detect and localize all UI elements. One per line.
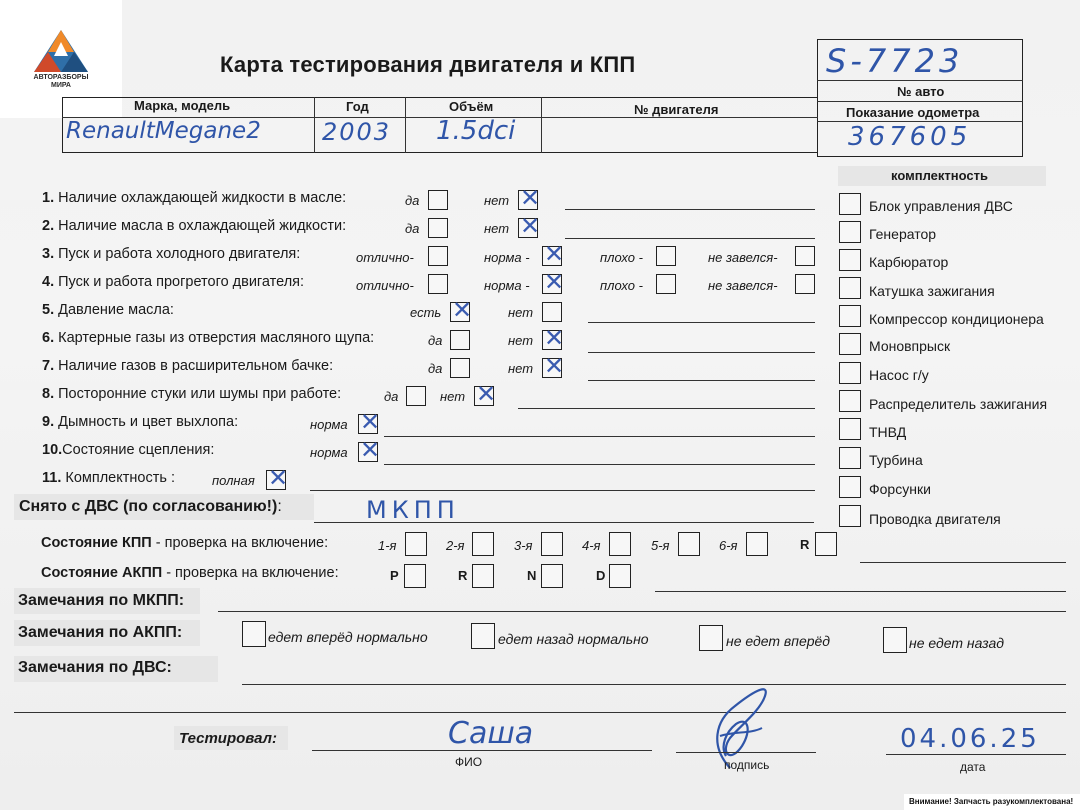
volume-label: Объём [449, 99, 494, 114]
q4-opt-bad: плохо - [600, 278, 643, 293]
q4-opt-normal: норма - [484, 278, 530, 293]
akpp-gear-r-label: R [458, 568, 468, 583]
q1-number: 1. [42, 190, 55, 206]
check-mark-icon: ✕ [360, 436, 381, 464]
q10-text: Состояние сцепления: [62, 442, 215, 458]
check-mark-icon: ✕ [544, 352, 565, 380]
make-model-value: RenaultMegane2 [66, 118, 261, 144]
q5-opt-yes: есть [410, 305, 442, 320]
fio-label: ФИО [455, 755, 483, 769]
q3-opt-bad: плохо - [600, 250, 643, 265]
removed-label-main: Снято с ДВС [19, 498, 119, 515]
check-mark-icon: ✕ [544, 240, 565, 268]
kit-item-8: Распределитель зажигания [869, 396, 1048, 412]
akpp-label-main: Состояние АКПП [41, 565, 163, 581]
q3-opt-normal: норма - [484, 250, 530, 265]
q6-opt-yes: да [428, 333, 443, 348]
kit-item-1: Блок управления ДВС [869, 198, 1013, 214]
mkpp-label-main: Состояние КПП [41, 535, 152, 551]
kit-checkbox-10[interactable] [839, 447, 861, 469]
mkpp-gear-6-label: 6-я [719, 538, 738, 553]
kit-checkbox-12[interactable] [839, 505, 861, 527]
tested-label: Тестировал: [179, 730, 277, 747]
check-mark-icon: ✕ [544, 268, 565, 296]
mkpp-label [41, 535, 328, 551]
kit-item-6: Моновпрыск [869, 338, 951, 354]
remarks-dvs-label: Замечания по ДВС: [18, 659, 172, 676]
q4-opt-excellent: отлично- [356, 278, 414, 293]
mkpp-gear-2-checkbox[interactable] [472, 532, 494, 556]
q2-number: 2. [42, 218, 55, 234]
q8-yes-checkbox[interactable] [406, 386, 426, 406]
mkpp-gear-4-checkbox[interactable] [609, 532, 631, 556]
akpp-gear-d-checkbox[interactable] [609, 564, 631, 588]
question-7 [42, 358, 333, 374]
q5-yes-checkbox[interactable] [450, 296, 473, 324]
logo-line2: МИРА [51, 82, 71, 89]
q5-text: Давление масла: [58, 302, 174, 318]
check-mark-icon: ✕ [360, 408, 381, 436]
akpp-gear-p-checkbox[interactable] [404, 564, 426, 588]
kit-checkbox-5[interactable] [839, 305, 861, 327]
question-4 [42, 274, 304, 290]
kit-title-text: комплектность [891, 168, 988, 183]
q1-opt-no: нет [484, 193, 510, 208]
mkpp-gear-r-label: R [800, 537, 810, 552]
remarks-mkpp-label: Замечания по МКПП: [18, 592, 185, 609]
question-3 [42, 246, 300, 262]
kit-item-4: Катушка зажигания [869, 283, 995, 299]
date-label: дата [960, 760, 986, 774]
logo-text [18, 74, 104, 90]
kit-checkbox-4[interactable] [839, 277, 861, 299]
q3-bad-checkbox[interactable] [656, 246, 676, 266]
q9-normal-checkbox[interactable] [358, 408, 381, 436]
question-10 [42, 442, 214, 458]
q6-yes-checkbox[interactable] [450, 330, 470, 350]
mkpp-gear-5-checkbox[interactable] [678, 532, 700, 556]
akpp-label-note: - проверка на включение: [166, 565, 339, 581]
volume-value: 1.5dci [436, 116, 516, 146]
q1-text: Наличие охлаждающей жидкости в масле: [58, 190, 347, 206]
kit-checkbox-7[interactable] [839, 362, 861, 384]
kit-item-9: ТНВД [869, 424, 907, 440]
q7-opt-yes: да [428, 361, 443, 376]
check-mark-icon: ✕ [544, 324, 565, 352]
q7-text: Наличие газов в расширительном бачке: [58, 358, 334, 374]
check-mark-icon: ✕ [520, 212, 541, 240]
akpp-backward-ok-label: едет назад нормально [498, 631, 649, 647]
question-1 [42, 190, 346, 206]
q8-no-checkbox[interactable] [474, 380, 497, 408]
q1-no-checkbox[interactable] [518, 184, 541, 212]
q2-opt-yes: да [405, 221, 420, 236]
mkpp-gear-1-checkbox[interactable] [405, 532, 427, 556]
question-5 [42, 302, 174, 318]
q7-no-checkbox[interactable] [542, 352, 565, 380]
kit-item-3: Карбюратор [869, 254, 949, 270]
akpp-gear-p-label: P [390, 568, 399, 583]
question-2 [42, 218, 346, 234]
check-mark-icon: ✕ [268, 464, 289, 492]
akpp-gear-d-label: D [596, 568, 606, 583]
logo-line1: АВТОРАЗБОРЫ [33, 74, 89, 81]
removed-label-colon: : [277, 498, 282, 515]
question-11 [42, 470, 175, 486]
akpp-no-forward-label: не едет вперёд [726, 633, 831, 649]
logo-emblem-icon [32, 28, 90, 74]
mkpp-gear-2-label: 2-я [446, 538, 465, 553]
kit-checkbox-6[interactable] [839, 333, 861, 355]
question-8 [42, 386, 341, 402]
page-title: Карта тестирования двигателя и КПП [220, 52, 636, 77]
q2-text: Наличие масла в охлаждающей жидкости: [58, 218, 347, 234]
akpp-forward-ok-label: едет вперёд нормально [268, 629, 428, 645]
check-mark-icon: ✕ [476, 380, 497, 408]
mkpp-gear-5-label: 5-я [651, 538, 670, 553]
kit-checkbox-3[interactable] [839, 249, 861, 271]
q10-normal-checkbox[interactable] [358, 436, 381, 464]
q11-opt-full: полная [212, 473, 255, 488]
q3-excellent-checkbox[interactable] [428, 246, 448, 266]
kit-item-10: Турбина [869, 452, 923, 468]
mkpp-gear-3-checkbox[interactable] [541, 532, 563, 556]
q2-yes-checkbox[interactable] [428, 218, 448, 238]
akpp-no-backward-checkbox[interactable] [883, 627, 907, 653]
q3-normal-checkbox[interactable] [542, 240, 565, 268]
q7-number: 7. [42, 358, 55, 374]
kit-item-11: Форсунки [869, 481, 931, 497]
q8-number: 8. [42, 386, 55, 402]
q6-number: 6. [42, 330, 55, 346]
kit-item-7: Насос г/у [869, 367, 929, 383]
question-6 [42, 330, 374, 346]
removed-label [19, 498, 282, 516]
akpp-gear-r-checkbox[interactable] [472, 564, 494, 588]
mkpp-gear-4-label: 4-я [582, 538, 601, 553]
q6-opt-no: нет [508, 333, 534, 348]
date-value: 04.06.25 [900, 724, 1040, 754]
akpp-gear-n-label: N [527, 568, 537, 583]
remarks-akpp-label: Замечания по АКПП: [18, 624, 183, 641]
odometer-value: 367605 [848, 122, 972, 152]
removed-value: МКПП [366, 496, 460, 524]
engine-number-label: № двигателя [634, 102, 719, 117]
akpp-label [41, 565, 339, 581]
kit-checkbox-2[interactable] [839, 221, 861, 243]
q11-full-checkbox[interactable] [266, 464, 289, 492]
akpp-no-backward-label: не едет назад [909, 635, 1004, 651]
car-number-value: S-7723 [826, 42, 964, 80]
q5-no-checkbox[interactable] [542, 302, 562, 322]
signature-label: подпись [724, 758, 770, 772]
q1-opt-yes: да [405, 193, 420, 208]
q3-nostart-checkbox[interactable] [795, 246, 815, 266]
q4-nostart-checkbox[interactable] [795, 274, 815, 294]
mkpp-gear-r-checkbox[interactable] [815, 532, 837, 556]
notice-text: Внимание! Запчасть разукомплектована! [909, 797, 1074, 806]
q9-number: 9. [42, 414, 55, 430]
q2-opt-no: нет [484, 221, 510, 236]
tester-name-value: Саша [448, 716, 534, 751]
odometer-label: Показание одометра [846, 105, 980, 120]
q3-number: 3. [42, 246, 55, 262]
akpp-backward-ok-checkbox[interactable] [471, 623, 495, 649]
q8-opt-no: нет [440, 389, 466, 404]
kit-item-12: Проводка двигателя [869, 511, 1001, 527]
kit-item-5: Компрессор кондиционера [869, 311, 1044, 327]
q4-text: Пуск и работа прогретого двигателя: [58, 274, 305, 290]
q8-text: Посторонние стуки или шумы при работе: [58, 386, 342, 402]
q11-number: 11. [42, 470, 62, 486]
check-mark-icon: ✕ [452, 296, 473, 324]
q9-text: Дымность и цвет выхлопа: [58, 414, 239, 430]
q6-text: Картерные газы из отверстия масляного щупа: [58, 330, 375, 346]
q4-number: 4. [42, 274, 55, 290]
make-model-label: Марка, модель [134, 98, 231, 113]
kit-checkbox-8[interactable] [839, 390, 861, 412]
q6-no-checkbox[interactable] [542, 324, 565, 352]
q7-yes-checkbox[interactable] [450, 358, 470, 378]
akpp-no-forward-checkbox[interactable] [699, 625, 723, 651]
kit-checkbox-11[interactable] [839, 476, 861, 498]
check-mark-icon: ✕ [520, 184, 541, 212]
mkpp-label-note: - проверка на включение: [155, 535, 329, 551]
q11-text: Комплектность : [65, 470, 175, 486]
q7-opt-no: нет [508, 361, 534, 376]
q4-bad-checkbox[interactable] [656, 274, 676, 294]
q5-opt-no: нет [508, 305, 534, 320]
question-9 [42, 414, 238, 430]
removed-label-note: (по согласованию!) [123, 498, 278, 515]
q4-opt-nostart: не завелся- [708, 278, 778, 293]
q3-text: Пуск и работа холодного двигателя: [58, 246, 301, 262]
q3-opt-excellent: отлично- [356, 250, 414, 265]
q2-no-checkbox[interactable] [518, 212, 541, 240]
mkpp-gear-3-label: 3-я [514, 538, 533, 553]
q5-number: 5. [42, 302, 55, 318]
mkpp-gear-1-label: 1-я [378, 538, 397, 553]
kit-checkbox-9[interactable] [839, 418, 861, 440]
q8-opt-yes: да [384, 389, 399, 404]
kit-item-2: Генератор [869, 226, 937, 242]
kit-checkbox-1[interactable] [839, 193, 861, 215]
q1-yes-checkbox[interactable] [428, 190, 448, 210]
car-number-label: № авто [897, 84, 945, 99]
q10-number: 10. [42, 442, 63, 458]
q9-opt-normal: норма [310, 417, 348, 432]
q10-opt-normal: норма [310, 445, 348, 460]
akpp-forward-ok-checkbox[interactable] [242, 621, 266, 647]
year-value: 2003 [322, 118, 392, 146]
q4-normal-checkbox[interactable] [542, 268, 565, 296]
mkpp-gear-6-checkbox[interactable] [746, 532, 768, 556]
akpp-gear-n-checkbox[interactable] [541, 564, 563, 588]
year-label: Год [346, 99, 369, 114]
q3-opt-nostart: не завелся- [708, 250, 778, 265]
q4-excellent-checkbox[interactable] [428, 274, 448, 294]
